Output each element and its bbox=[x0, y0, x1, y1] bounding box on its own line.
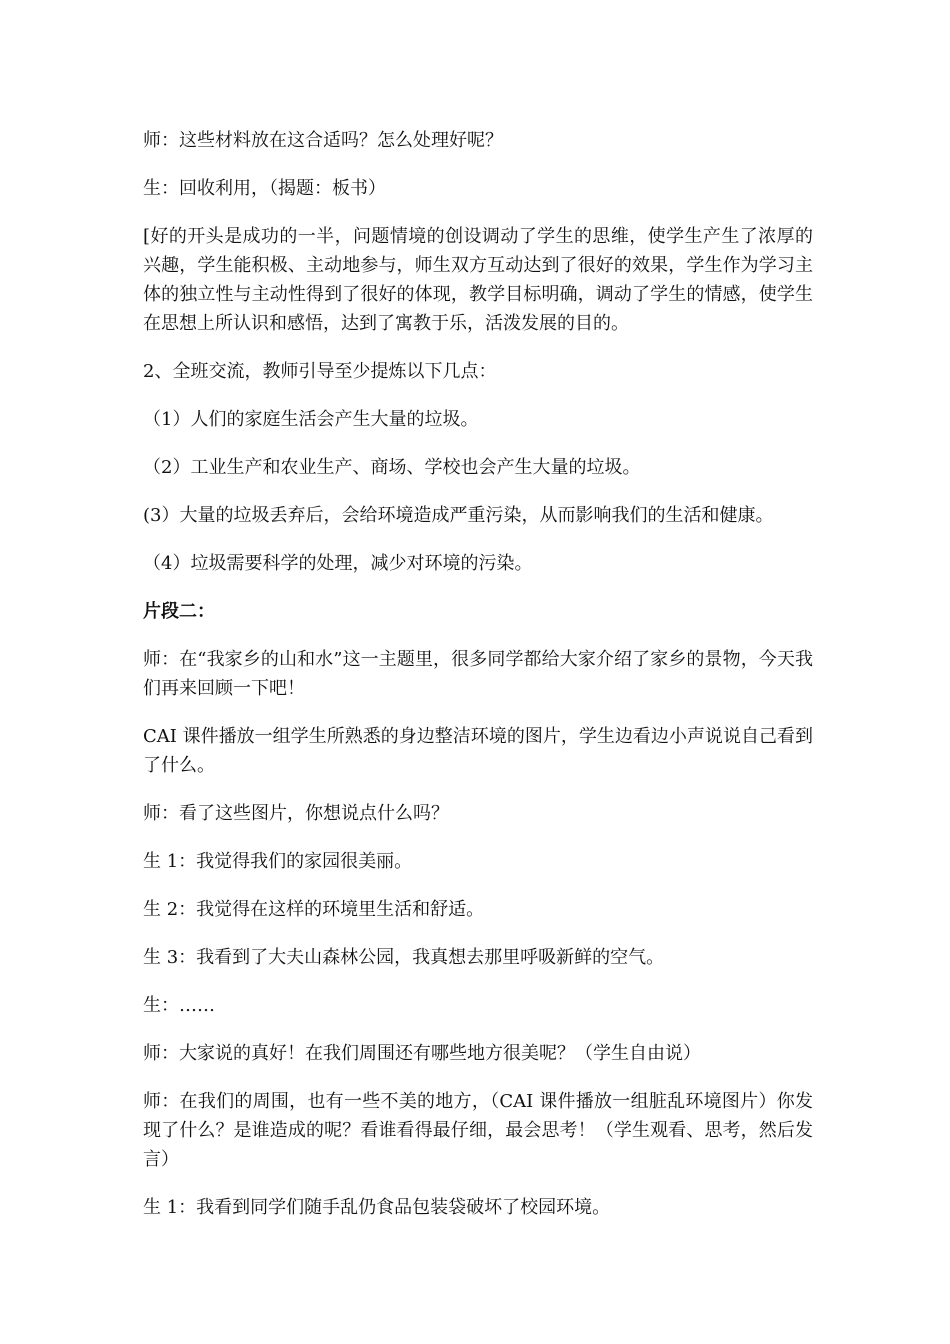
paragraph-teacher-intro: 师：在“我家乡的山和水”这一主题里，很多同学都给大家介绍了家乡的景物，今天我们再来回顾一下吧！ bbox=[143, 649, 813, 699]
paragraph-point-3: (3）大量的垃圾丢弃后，会给环境造成严重污染，从而影响我们的生活和健康。 bbox=[143, 505, 774, 526]
paragraph-point-2: （2）工业生产和农业生产、商场、学校也会产生大量的垃圾。 bbox=[143, 457, 641, 478]
paragraph-teacher-dirty: 师：在我们的周围，也有一些不美的地方，（CAI 课件播放一组脏乱环境图片）你发现了什么？是谁造成的呢？看谁看得最仔细，最会思考！（学生观看、思考，然后发言） bbox=[143, 1091, 813, 1170]
paragraph-teacher-praise: 师：大家说的真好！在我们周围还有哪些地方很美呢？（学生自由说） bbox=[143, 1043, 701, 1064]
paragraph-class-exchange: 2、全班交流，教师引导至少提炼以下几点： bbox=[143, 361, 497, 382]
section-heading: 片段二： bbox=[143, 601, 215, 622]
paragraph-student-1-response: 生 1：我看到同学们随手乱仍食品包装袋破坏了校园环境。 bbox=[143, 1197, 611, 1218]
paragraph-student-answer: 生：回收利用，（揭题：板书） bbox=[143, 178, 386, 199]
paragraph-teacher-ask: 师：看了这些图片，你想说点什么吗？ bbox=[143, 803, 449, 824]
paragraph-student-1: 生 1：我觉得我们的家园很美丽。 bbox=[143, 851, 413, 872]
paragraph-point-4: （4）垃圾需要科学的处理，减少对环境的污染。 bbox=[143, 553, 533, 574]
paragraph-cai-clean: CAI 课件播放一组学生所熟悉的身边整洁环境的图片，学生边看边小声说说自己看到了什么。 bbox=[143, 726, 813, 776]
paragraph-student-etc: 生：…… bbox=[143, 995, 215, 1016]
document-body bbox=[143, 126, 813, 1241]
paragraph-point-1: （1）人们的家庭生活会产生大量的垃圾。 bbox=[143, 409, 479, 430]
paragraph-teacher-question: 师：这些材料放在这合适吗？怎么处理好呢？ bbox=[143, 130, 503, 151]
paragraph-student-2: 生 2：我觉得在这样的环境里生活和舒适。 bbox=[143, 899, 485, 920]
paragraph-commentary: [好的开头是成功的一半，问题情境的创设调动了学生的思维，使学生产生了浓厚的兴趣，学生能积极、主动地参与，师生双方互动达到了很好的效果，学生作为学习主体的独立性与主动性得到了很好的体现，教学目标明确，调动了学生的情感，使学生在思想上所认识和感悟，达到了寓教于乐，活泼发展的目的。 bbox=[143, 226, 813, 334]
paragraph-student-3: 生 3：我看到了大夫山森林公园，我真想去那里呼吸新鲜的空气。 bbox=[143, 947, 665, 968]
